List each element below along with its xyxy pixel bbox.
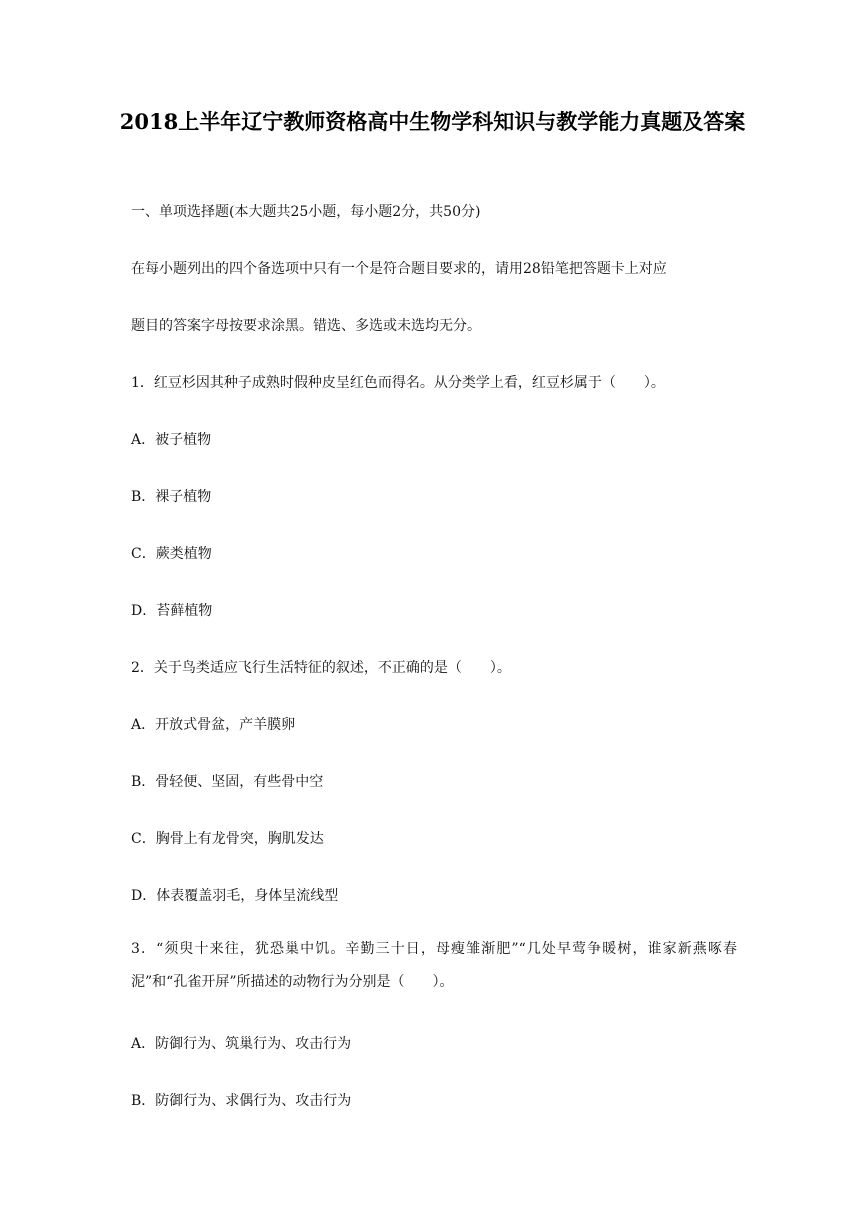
question-1-option-d: D．苔藓植物 [131,603,213,619]
question-3-stem: 3．“须臾十来往，犹恐巢中饥。辛勤三十日，母瘦雏渐肥”“几处早莺争暖树，谁家新燕啄春泥”和“孔雀开屏”所描述的动物行为分别是（ ）。 [131,941,737,990]
question-2-option-b: B．骨轻便、坚固，有些骨中空 [131,774,324,790]
question-3-option-a: A．防御行为、筑巢行为、攻击行为 [131,1036,352,1052]
question-3-option-b: B．防御行为、求偶行为、攻击行为 [131,1093,352,1109]
question-1-option-a: A．被子植物 [131,432,212,448]
question-1-stem: 1．红豆杉因其种子成熟时假种皮呈红色而得名。从分类学上看，红豆杉属于（ ）。 [131,375,665,391]
question-1-option-b: B．裸子植物 [131,489,212,505]
section-heading: 一、单项选择题(本大题共25小题，每小题2分，共50分) [131,204,481,220]
question-1-option-c: C．蕨类植物 [131,546,212,562]
instructions-line-1: 在每小题列出的四个备选项中只有一个是符合题目要求的，请用28铅笔把答题卡上对应 [131,261,667,277]
document-title: 2018上半年辽宁教师资格高中生物学科知识与教学能力真题及答案 [119,109,746,134]
question-2-option-a: A．开放式骨盆，产羊膜卵 [131,717,296,733]
instructions-line-2: 题目的答案字母按要求涂黑。错选、多选或未选均无分。 [131,318,481,334]
question-2-option-c: C．胸骨上有龙骨突，胸肌发达 [131,831,324,847]
question-2-option-d: D．体表覆盖羽毛，身体呈流线型 [131,888,339,904]
question-2-stem: 2．关于鸟类适应飞行生活特征的叙述，不正确的是（ ）。 [131,660,511,676]
